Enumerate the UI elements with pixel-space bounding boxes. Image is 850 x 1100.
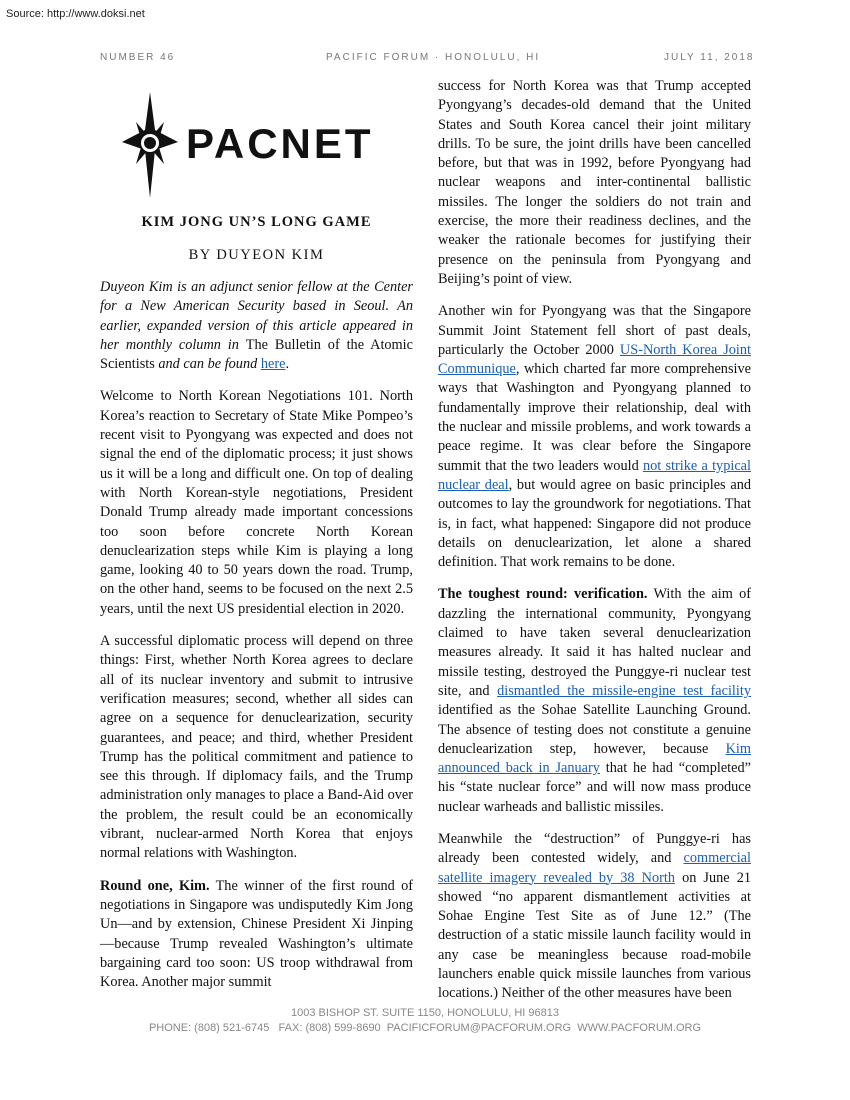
article-byline: BY DUYEON KIM xyxy=(188,247,325,263)
issue-date: JULY 11, 2018 xyxy=(664,52,755,63)
nuclear-deal-link[interactable]: not strike a typical nuclear deal xyxy=(438,457,751,493)
compass-star-icon xyxy=(122,92,178,198)
source-url: Source: http://www.doksi.net xyxy=(6,8,145,20)
footer-contact: PHONE: (808) 521-6745 FAX: (808) 599-8690 PACIFICFORUM@PACFORUM.ORG WWW.PACFORUM.ORG xyxy=(148,1022,702,1034)
section-heading: The toughest round: verification. xyxy=(438,586,648,603)
satellite-imagery-link[interactable]: commercial satellite imagery revealed by 38 North xyxy=(438,850,751,886)
paragraph: A successful diplomatic process will depend on three things: First, whether North Korea agrees to declare all of its nuclear inventory and submit to intrusive verification measures; second, whether all sides can agree on a sequence for denuclearization, security guarantees, and peace; and third, whether President Trump has the political commitment and patience to see this through. If diplomacy fails, and the Trump administration only manages to place a Band-Aid over the problem, the result could be an economically vibrant, nuclear-armed North Korea that enjoys normal relations with Washington. xyxy=(100,633,413,862)
logo-wordmark: PACNET xyxy=(186,120,374,167)
kim-january-link[interactable]: Kim announced back in January xyxy=(438,740,751,777)
test-facility-link[interactable]: dismantled the missile-engine test facility xyxy=(497,682,751,699)
footer-address: 1003 BISHOP ST. SUITE 1150, HONOLULU, HI 96813 xyxy=(291,1007,559,1019)
paragraph: Welcome to North Korean Negotiations 101. North Korea’s reaction to Secretary of State Mike Pompeo’s recent visit to Pyongyang was expected and does not signal the end of the diplomatic process; it just shows us it will be a long and difficult one. On top of dealing with North Korean-style negotiations, President Donald Trump already made important concessions too soon before concrete North Korean denuclearization steps while Kim is playing a long game, looking 40 to 50 years down the road. Trump, on the other hand, seems to be focused on the next 2.5 years, until the next US presidential election in 2020. xyxy=(100,388,413,617)
paragraph: The toughest round: verification. With the aim of dazzling the international community, Pyongyang claimed to have taken several denuclearization measures already. It said it has halted nuclear and missile testing, destroyed the Punggye-ri nuclear test site, and dismantled the missile-engine test facility identified as the Sohae Satellite Launching Ground. The absence of testing does not constitute a genuine denuclearization step, however, because Kim announced back in January that he had “completed” his “state nuclear force” and will now mass produce nuclear warheads and ballistic missiles. xyxy=(438,586,752,815)
paragraph: Meanwhile the “destruction” of Punggye-ri has already been contested widely, and commercial satellite imagery revealed by 38 North on June 21 showed “no apparent dismantlement activities at Sohae Engine Test Site as of June 12.” (The destruction of a static missile launch facility would in any case be meaningless because road-mobile launchers enable quick missile launches from various locations.) Neither of the other measures have been xyxy=(438,830,751,1002)
publisher-location: PACIFIC FORUM · HONOLULU, HI xyxy=(326,52,541,63)
author-bio: Duyeon Kim is an adjunct senior fellow at the Center for a New American Security based in Seoul. An earlier, expanded version of this article appeared in her monthly column in The Bulletin of the Atomic Scientists and can be found here. xyxy=(100,279,413,373)
section-heading: Round one, Kim. xyxy=(100,877,210,894)
right-column xyxy=(438,77,751,1017)
pacnet-logo xyxy=(120,92,390,198)
paragraph: Round one, Kim. The winner of the first round of negotiations in Singapore was undisputedly Kim Jong Un—and by extension, Chinese President Xi Jinping—because Trump revealed Washington’s ultimate bargaining card too soon: US troop withdrawal from Korea. Another major summit xyxy=(100,877,413,991)
bio-here-link[interactable]: here xyxy=(260,356,286,373)
paragraph: success for North Korea was that Trump accepted Pyongyang’s decades-old demand that the United States and South Korea cancel their joint military drills. To be sure, the joint drills have been cancelled before, but that was in 1992, before Pyongyang had nuclear weapons and inter-continental ballistic missiles. The longer the soldiers do not train and exercise, the more their readiness declines, and the weaker the rationale becomes for justifying their presence on the peninsula from Pyongyang and Beijing’s point of view. xyxy=(438,78,751,287)
issue-number: NUMBER 46 xyxy=(100,52,176,63)
article-title: KIM JONG UN’S LONG GAME xyxy=(141,214,372,230)
left-column xyxy=(100,278,413,1005)
joint-communique-link[interactable]: US-North Korea Joint Communique xyxy=(438,341,751,378)
paragraph: Another win for Pyongyang was that the Singapore Summit Joint Statement fell short of past deals, particularly the October 2000 US-North Korea Joint Communique, which charted far more comprehensive ways that Washington and Pyongyang planned to fundamentally improve their relationship, deal with the nuclear and missile problems, and work towards a peace regime. It was clear before the Singapore summit that the two leaders would not strike a typical nuclear deal, but would agree on basic principles and outcomes to lay the groundwork for negotiations. That is, in fact, what happened: Singapore did not produce details on denuclearization, let alone a shared definition. That work remains to be done. xyxy=(438,303,752,571)
